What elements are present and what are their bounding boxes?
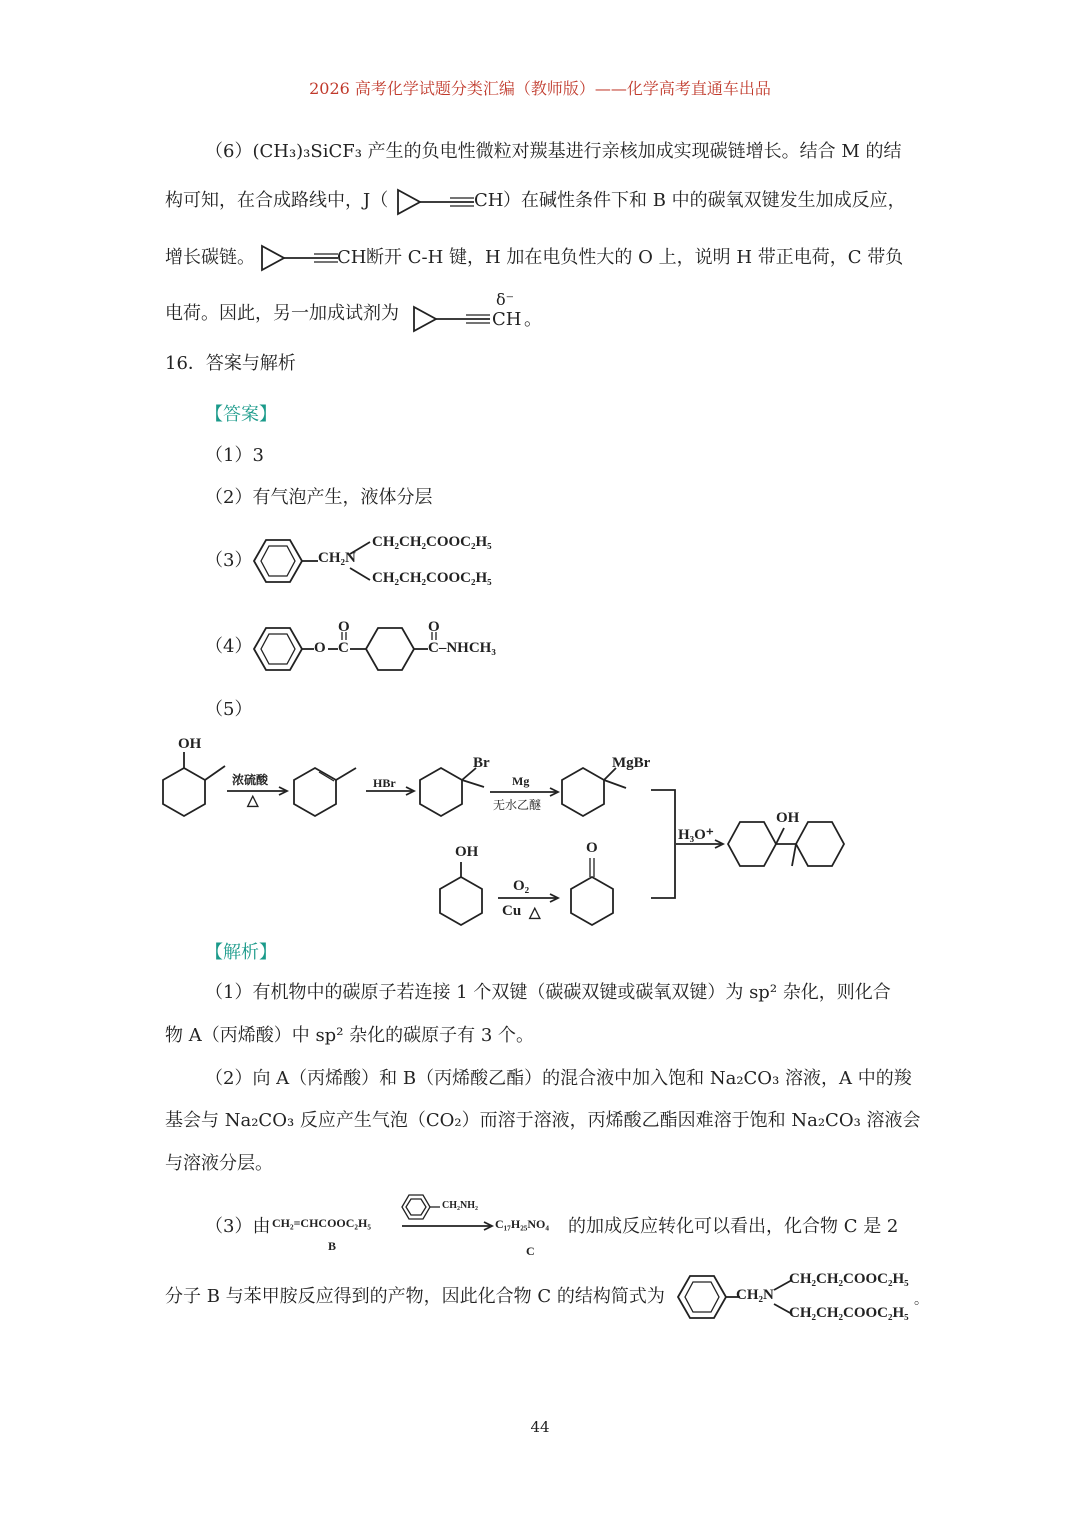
scheme-cu: Cu (502, 903, 522, 919)
scheme-heat-1: △ (247, 793, 259, 809)
analysis-3-ch2n: CH₂N (736, 1287, 774, 1303)
a4-amide-group: C–NHCH₃ (428, 640, 496, 656)
part6-line2-b: ）在碱性条件下和 B 中的碳氧双键发生加成反应， (503, 190, 906, 211)
analysis-3-end: 。 (914, 1292, 928, 1308)
analysis-3-top-chain: CH₂CH₂COOC₂H₅ (789, 1271, 909, 1287)
part6-line3-b: 断开 C-H 键，H 加在电负性大的 O 上，说明 H 带正电荷，C 带负 (366, 247, 904, 268)
delta-minus-label: δ⁻ (496, 290, 515, 309)
analysis-2-line2: 基会与 Na₂CO₃ 反应产生气泡（CO₂）而溶于溶液，丙烯酸乙酯因难溶于饱和 Na₂CO₃ 溶液会 (165, 1110, 921, 1131)
a3-ch2n: CH₂N (318, 550, 356, 566)
part6-line4-end: 。 (524, 309, 542, 330)
part6-line3-ch: CH (337, 247, 367, 268)
question-16-title: 16．答案与解析 (165, 353, 296, 374)
analysis-1-line2: 物 A（丙烯酸）中 sp² 杂化的碳原子有 3 个。 (165, 1025, 535, 1046)
part6-line4-a: 电荷。因此，另一加成试剂为 (165, 303, 399, 324)
part6-line2-a: 构可知，在合成路线中，J（ (165, 190, 389, 211)
scheme-br: Br (473, 755, 490, 771)
scheme-oh-2: OH (455, 844, 479, 860)
analysis-3-c-formula: C₁₇H₂₅NO₄ (495, 1217, 549, 1231)
analysis-3-b-formula: CH₂=CHCOOC₂H₅ (272, 1216, 371, 1230)
scheme-hbr: HBr (373, 776, 396, 790)
a3-bottom-chain: CH₂CH₂COOC₂H₅ (372, 570, 492, 586)
analysis-3-suffix: 的加成反应转化可以看出，化合物 C 是 2 (568, 1216, 899, 1237)
a3-top-chain: CH₂CH₂COOC₂H₅ (372, 534, 492, 550)
scheme-o2: O₂ (513, 878, 530, 894)
answer-tag: 【答案】 (205, 404, 277, 425)
analysis-2-line1: （2）向 A（丙烯酸）和 B（丙烯酸乙酯）的混合液中加入饱和 Na₂CO₃ 溶液，A 中的羧 (205, 1068, 912, 1089)
a4-ester-oxygen: O (314, 640, 326, 656)
answer-5-label: （5） (205, 699, 253, 720)
scheme-mg: Mg (512, 774, 530, 788)
a4-amide-o: O (428, 619, 440, 635)
analysis-3-c-label: C (526, 1244, 535, 1258)
a4-carbonyl-c: C (338, 640, 349, 656)
answer-1: （1）3 (205, 445, 264, 466)
scheme-heat-2: △ (529, 905, 541, 921)
analysis-1-line1: （1）有机物中的碳原子若连接 1 个双键（碳碳双键或碳氧双键）为 sp² 杂化，则化合 (205, 982, 891, 1003)
scheme-mgbr: MgBr (612, 755, 651, 771)
part6-line1: （6）(CH₃)₃SiCF₃ 产生的负电性微粒对羰基进行亲核加成实现碳链增长。结合 M 的结 (205, 141, 902, 162)
analysis-3-reagent: CH₂NH₂ (442, 1200, 478, 1211)
scheme-h3o: H₃O⁺ (678, 827, 714, 843)
part6-line3-a: 增长碳链。 (165, 247, 255, 268)
answer-3-label: （3） (205, 550, 253, 571)
benzene-ring-structure-analysis (674, 1270, 744, 1326)
page-number: 44 (530, 1418, 550, 1436)
part6-line4-ch: CH (492, 309, 522, 330)
scheme-reagent-h2so4: 浓硫酸 (232, 773, 269, 787)
scheme-oh-product: OH (776, 810, 800, 826)
scheme-ether: 无水乙醚 (493, 798, 542, 812)
analysis-2-line3: 与溶液分层。 (165, 1153, 273, 1174)
answer-4-label: （4） (205, 636, 253, 657)
scheme-ketone-o: O (586, 840, 598, 856)
analysis-3-bottom-chain: CH₂CH₂COOC₂H₅ (789, 1305, 909, 1321)
a4-carbonyl-o: O (338, 619, 350, 635)
analysis-3-line2: 分子 B 与苯甲胺反应得到的产物，因此化合物 C 的结构简式为 (165, 1286, 665, 1307)
scheme-oh-1: OH (178, 736, 202, 752)
analysis-tag: 【解析】 (205, 942, 277, 963)
analysis-3-b-label: B (328, 1239, 337, 1253)
page-header: 2026 高考化学试题分类汇编（教师版）——化学高考直通车出品 (309, 79, 771, 98)
part6-line2-ch: CH (474, 190, 504, 211)
answer-2: （2）有气泡产生，液体分层 (205, 487, 433, 508)
analysis-3-prefix: （3）由 (205, 1216, 271, 1237)
